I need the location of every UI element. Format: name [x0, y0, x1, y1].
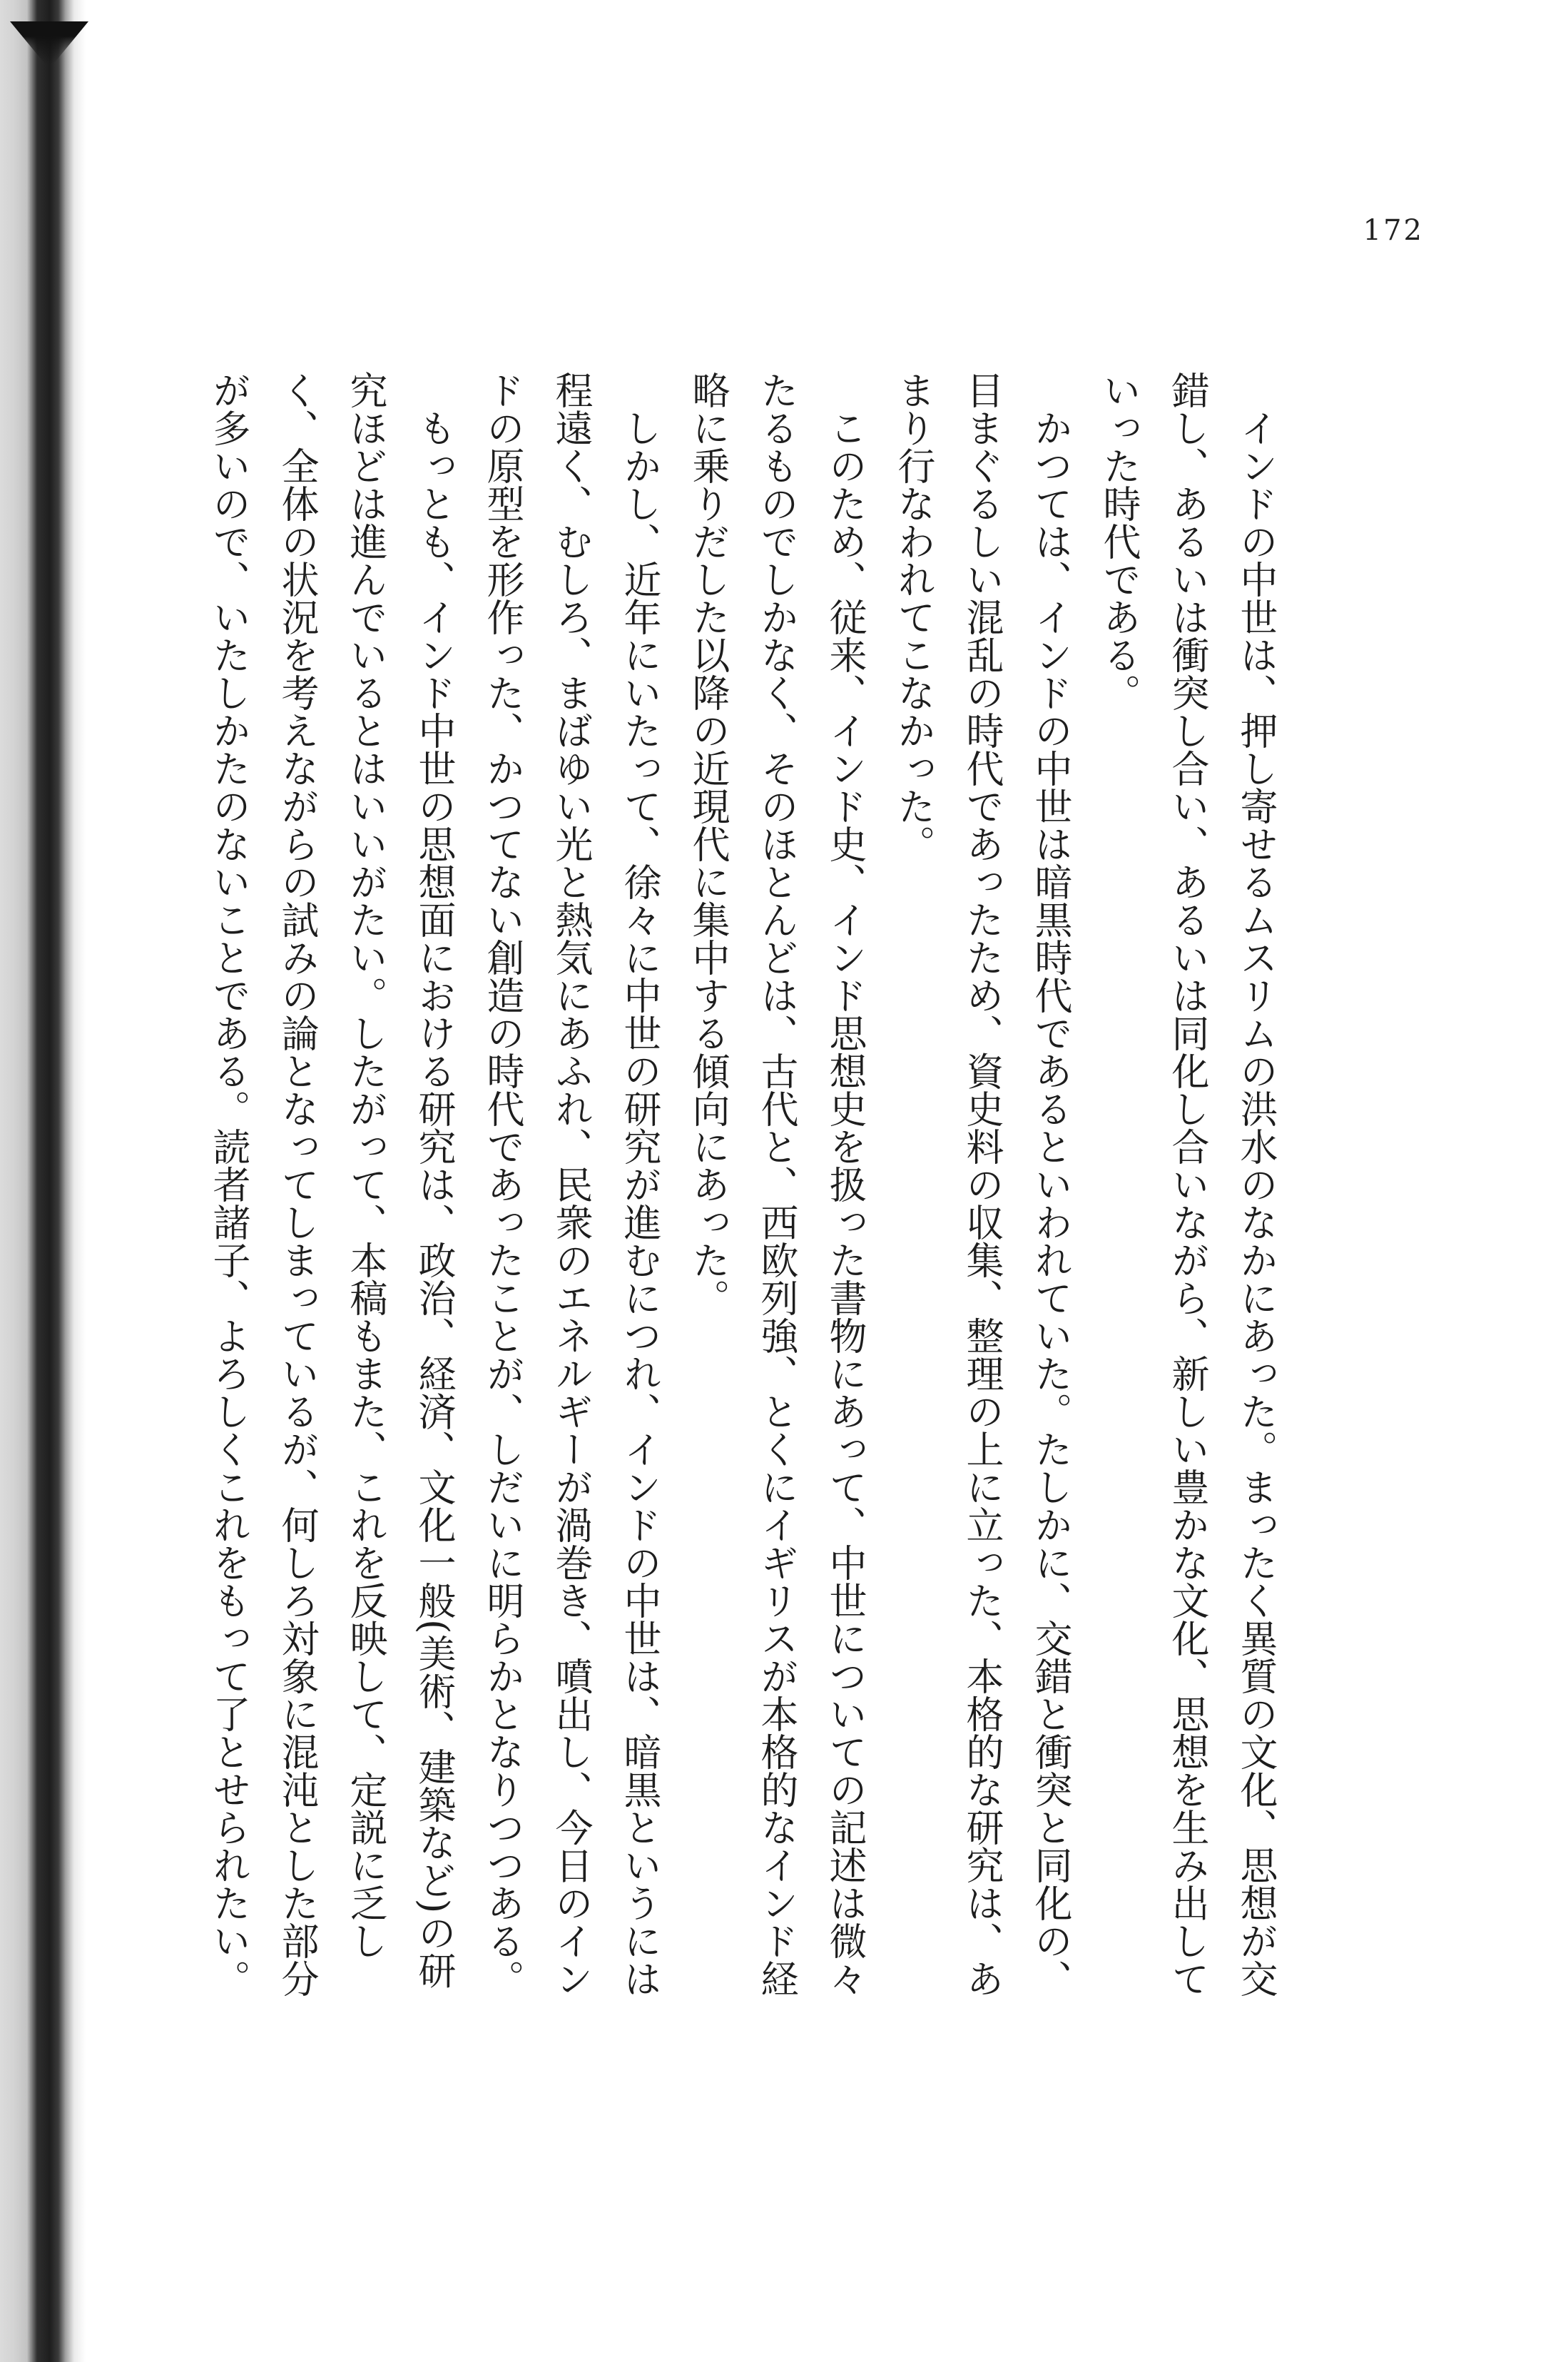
paragraph-1: インドの中世は、押し寄せるムスリムの洪水のなかにあった。まったく異質の文化、思想が交錯し、あるいは衝突し合い、あるいは同化し合いながら、新しい豊かな文化、思想を生み出していった時代である。 [1097, 371, 1278, 1997]
page-number: 172 [1363, 214, 1424, 247]
paragraph-5: もっとも、インド中世の思想面における研究は、政治、経済、文化一般(美術、建築など)の研究ほどは進んでいるとはいいがたい。したがって、本稿もまた、これを反映して、定説に乏しく、全体の状況を考えながらの試みの論となってしまっているが、何しろ対象に混沌とした部分が多いので、いたしかたのないことである。読者諸子、よろしくこれをもって了とせられたい。 [207, 371, 456, 1997]
paragraph-4: しかし、近年にいたって、徐々に中世の研究が進むにつれ、インドの中世は、暗黒というには程遠く、むしろ、まばゆい光と熱気にあふれ、民衆のエネルギーが渦巻き、噴出し、今日のインドの原型を形作った、かつてない創造の時代であったことが、しだいに明らかとなりつつある。 [481, 371, 661, 1997]
body-text [77, 371, 1290, 2027]
paragraph-3: このため、従来、インド史、インド思想史を扱った書物にあって、中世についての記述は微々たるものでしかなく、そのほとんどは、古代と、西欧列強、とくにイギリスが本格的なインド経略に乗りだした以降の近現代に集中する傾向にあった。 [686, 371, 867, 1997]
paragraph-2: かつては、インドの中世は暗黒時代であるといわれていた。たしかに、交錯と衝突と同化の、目まぐるしい混乱の時代であったため、資史料の収集、整理の上に立った、本格的な研究は、あまり行なわれてこなかった。 [892, 371, 1072, 1997]
binding-shadow [0, 0, 86, 2362]
